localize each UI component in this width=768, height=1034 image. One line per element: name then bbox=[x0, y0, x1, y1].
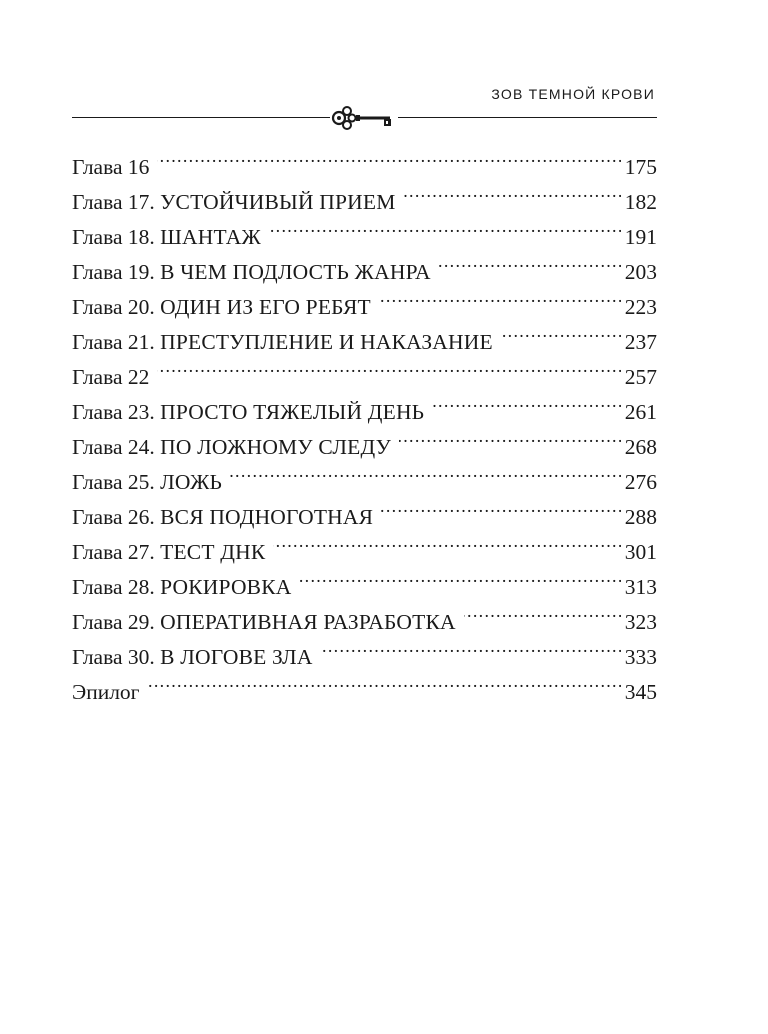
chapter-number: Эпилог bbox=[72, 680, 140, 704]
page-number: 345 bbox=[624, 680, 657, 704]
chapter-title: ВСЯ ПОДНОГОТНАЯ bbox=[160, 505, 374, 529]
toc-entry[interactable] bbox=[72, 349, 657, 389]
dot-leader bbox=[157, 349, 620, 384]
key-icon bbox=[330, 105, 398, 131]
dot-leader bbox=[381, 489, 621, 524]
dot-leader bbox=[501, 314, 621, 349]
page-number: 288 bbox=[624, 505, 657, 529]
page-number: 261 bbox=[624, 400, 657, 424]
page-number: 301 bbox=[624, 540, 657, 564]
page-number: 276 bbox=[624, 470, 657, 494]
page-number: 223 bbox=[624, 295, 657, 319]
toc-entry[interactable] bbox=[72, 384, 657, 424]
chapter-title: УСТОЙЧИВЫЙ ПРИЕМ bbox=[160, 190, 396, 214]
chapter-number: Глава 29. bbox=[72, 610, 155, 634]
chapter-number: Глава 25. bbox=[72, 470, 155, 494]
dot-leader bbox=[399, 419, 621, 454]
dot-leader bbox=[157, 139, 620, 174]
dot-leader bbox=[321, 629, 621, 664]
dot-leader bbox=[273, 524, 620, 559]
chapter-title: ОДИН ИЗ ЕГО РЕБЯТ bbox=[160, 295, 371, 319]
chapter-number: Глава 18. bbox=[72, 225, 155, 249]
page-number: 237 bbox=[624, 330, 657, 354]
page-number: 191 bbox=[624, 225, 657, 249]
dot-leader bbox=[464, 594, 621, 629]
toc-entry-label bbox=[72, 535, 273, 570]
chapter-title: ПРЕСТУПЛЕНИЕ И НАКАЗАНИЕ bbox=[160, 330, 493, 354]
page-number: 182 bbox=[624, 190, 657, 214]
toc-entry[interactable] bbox=[72, 664, 657, 704]
chapter-number: Глава 23. bbox=[72, 400, 155, 424]
page-number: 268 bbox=[624, 435, 657, 459]
running-title: ЗОВ ТЕМНОЙ КРОВИ bbox=[491, 86, 655, 102]
toc-entry-label bbox=[72, 290, 379, 325]
page-number: 203 bbox=[624, 260, 657, 284]
toc-entry[interactable] bbox=[72, 174, 657, 214]
toc-entry[interactable] bbox=[72, 139, 657, 179]
page-number: 333 bbox=[624, 645, 657, 669]
page-number: 175 bbox=[624, 155, 657, 179]
page-number: 257 bbox=[624, 365, 657, 389]
toc-entry-label bbox=[72, 395, 432, 430]
toc-entry-label bbox=[72, 360, 157, 395]
chapter-number: Глава 24. bbox=[72, 435, 155, 459]
page-number: 323 bbox=[624, 610, 657, 634]
dot-leader bbox=[230, 454, 621, 489]
toc-entry-label bbox=[72, 220, 269, 255]
chapter-title: РОКИРОВКА bbox=[160, 575, 292, 599]
chapter-number: Глава 16 bbox=[72, 155, 150, 179]
toc-entry-label bbox=[72, 570, 300, 605]
chapter-number: Глава 28. bbox=[72, 575, 155, 599]
dot-leader bbox=[269, 209, 621, 244]
toc-entry-label bbox=[72, 150, 157, 185]
chapter-number: Глава 20. bbox=[72, 295, 155, 319]
chapter-title: В ЛОГОВЕ ЗЛА bbox=[160, 645, 313, 669]
chapter-title: ШАНТАЖ bbox=[160, 225, 261, 249]
page-number: 313 bbox=[624, 575, 657, 599]
dot-leader bbox=[432, 384, 621, 419]
chapter-number: Глава 27. bbox=[72, 540, 155, 564]
chapter-number: Глава 19. bbox=[72, 260, 155, 284]
table-of-contents bbox=[72, 139, 657, 704]
chapter-title: ПРОСТО ТЯЖЕЛЫЙ ДЕНЬ bbox=[160, 400, 425, 424]
chapter-number: Глава 22 bbox=[72, 365, 150, 389]
dot-leader bbox=[148, 664, 621, 699]
dot-leader bbox=[300, 559, 621, 594]
dot-leader bbox=[439, 244, 621, 279]
chapter-title: ОПЕРАТИВНАЯ РАЗРАБОТКА bbox=[160, 610, 456, 634]
dot-leader bbox=[404, 174, 621, 209]
dot-leader bbox=[379, 279, 621, 314]
chapter-title: ЛОЖЬ bbox=[160, 470, 223, 494]
chapter-title: ПО ЛОЖНОМУ СЛЕДУ bbox=[160, 435, 392, 459]
chapter-number: Глава 26. bbox=[72, 505, 155, 529]
chapter-title: В ЧЕМ ПОДЛОСТЬ ЖАНРА bbox=[160, 260, 431, 284]
chapter-number: Глава 17. bbox=[72, 190, 155, 214]
toc-entry-label bbox=[72, 675, 148, 710]
chapter-number: Глава 30. bbox=[72, 645, 155, 669]
chapter-title: ТЕСТ ДНК bbox=[160, 540, 266, 564]
toc-entry-label bbox=[72, 465, 230, 500]
chapter-number: Глава 21. bbox=[72, 330, 155, 354]
